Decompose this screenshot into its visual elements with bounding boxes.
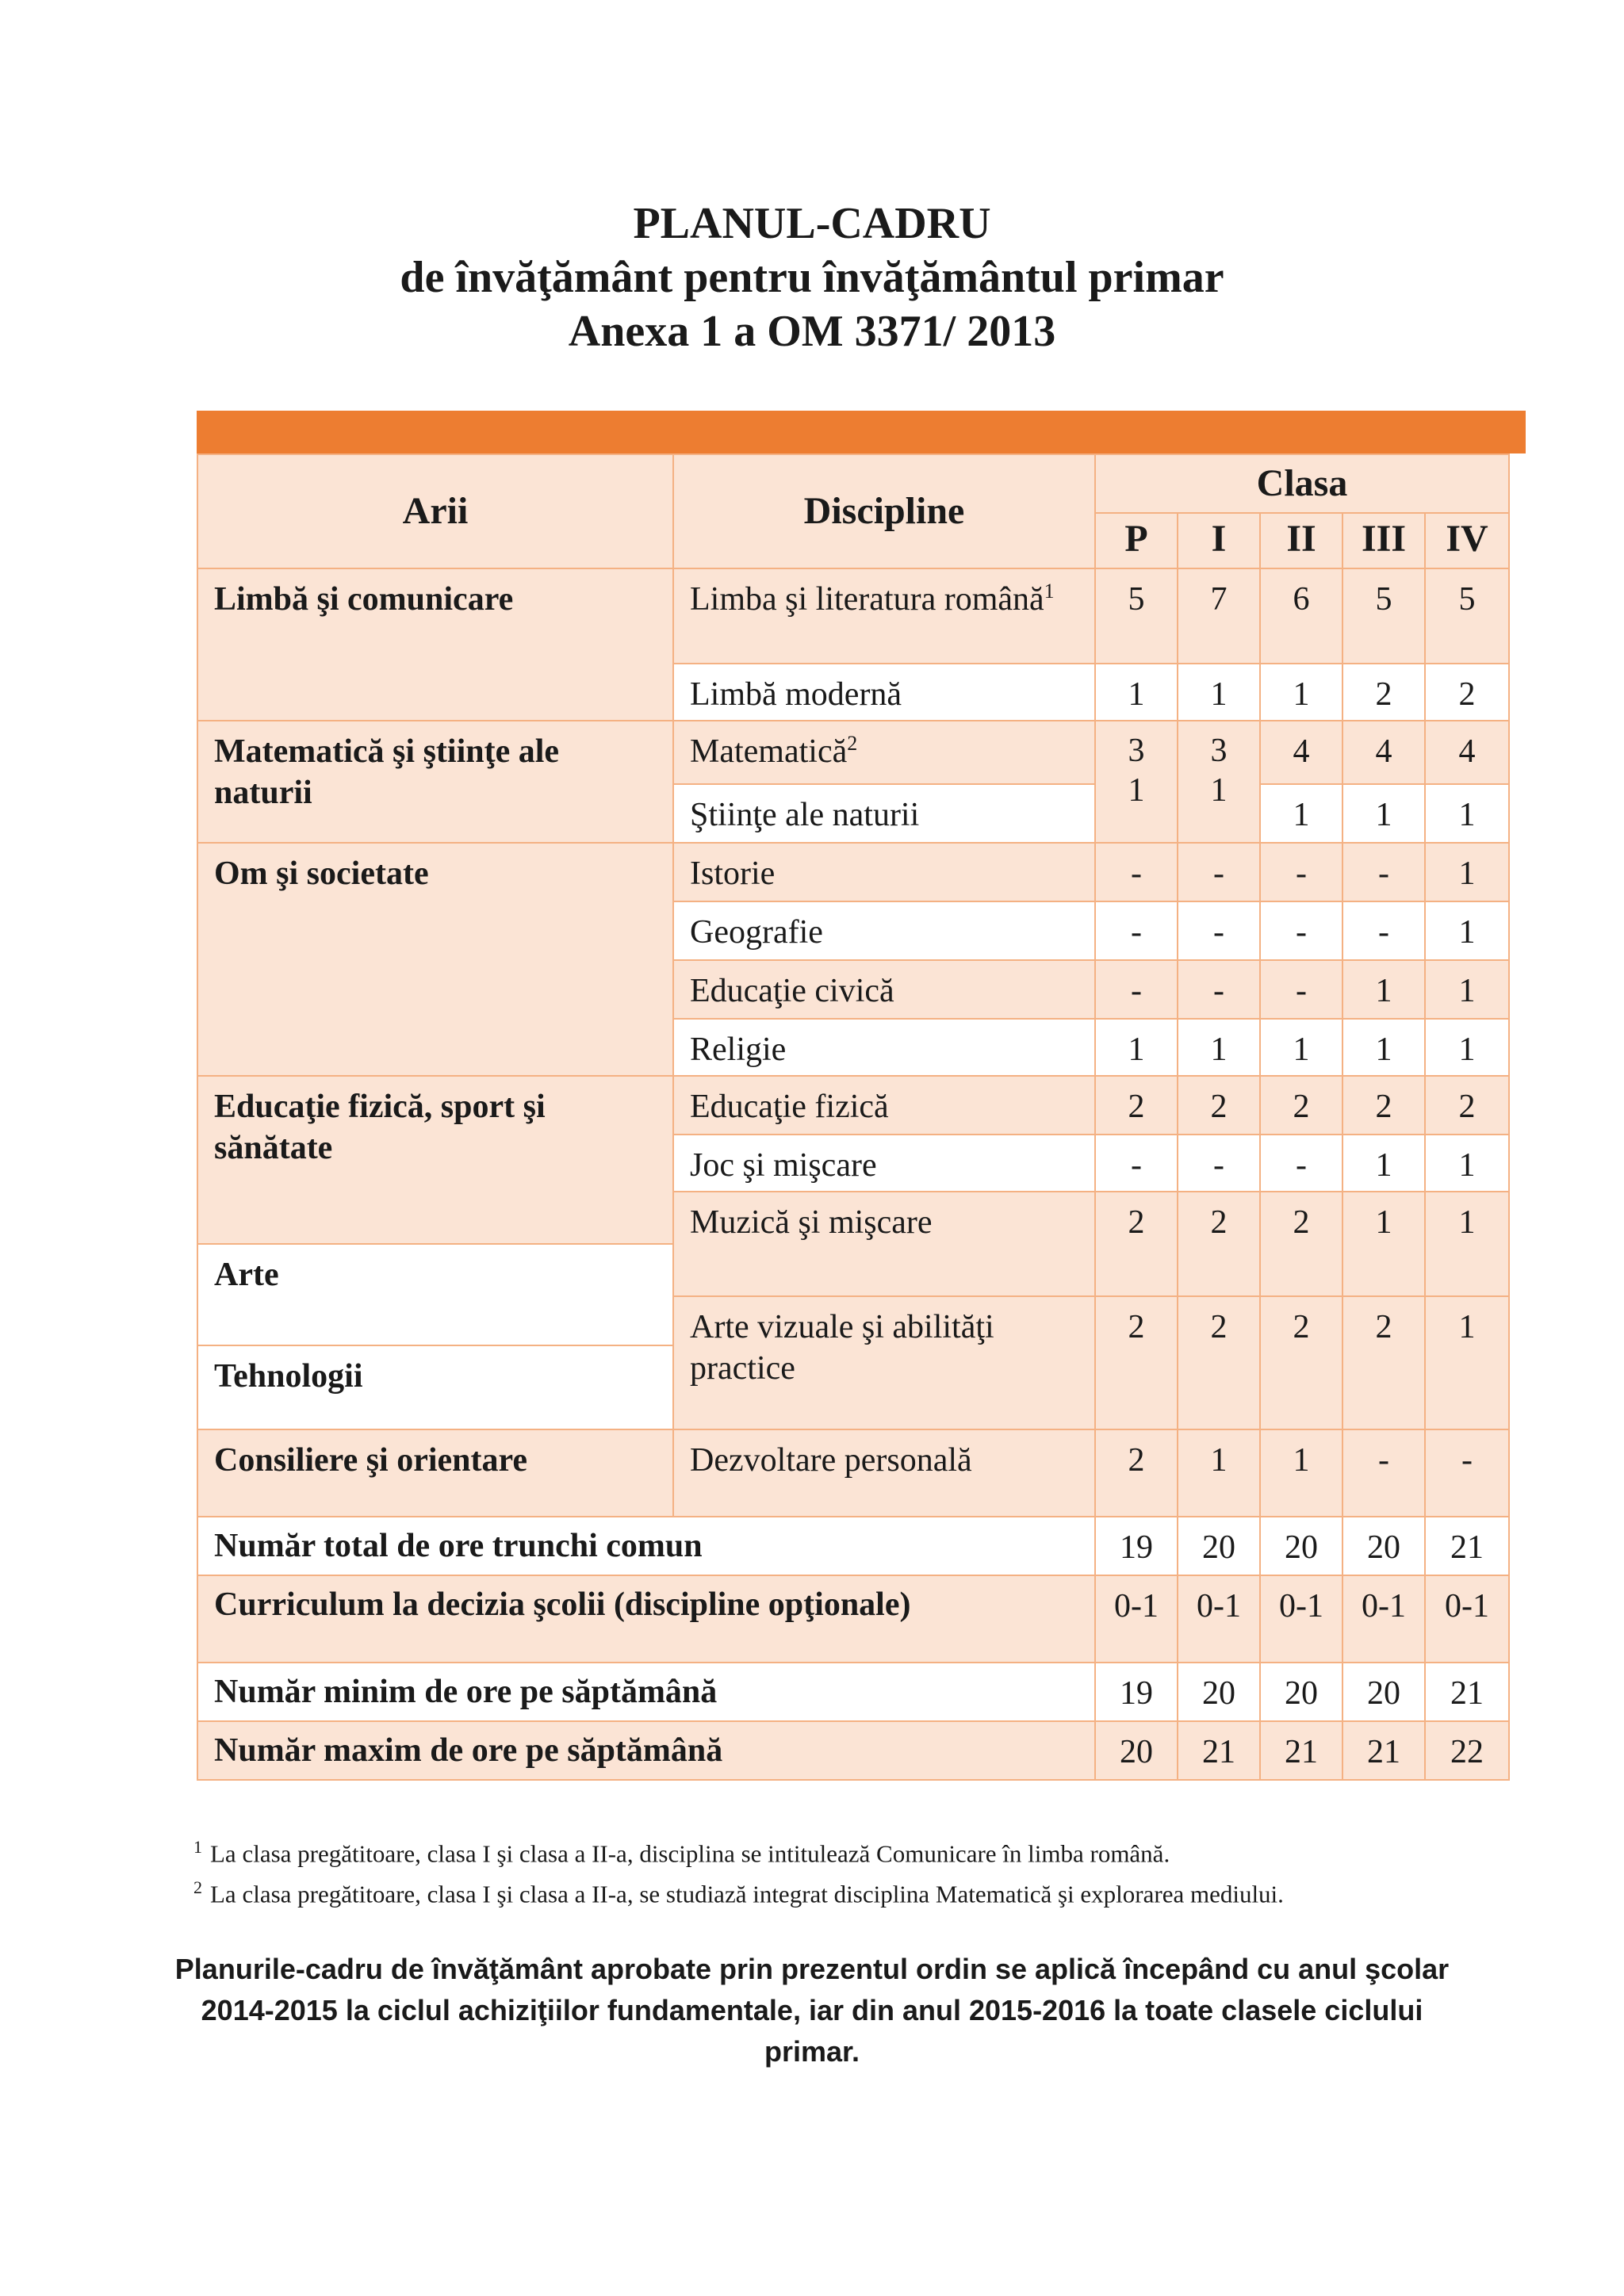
header-grade: IV: [1424, 512, 1510, 569]
area-consiliere: Consiliere şi orientare: [197, 1429, 674, 1517]
grade-value: 4: [1259, 720, 1343, 785]
grade-value-merged: 3 1: [1177, 720, 1261, 844]
closing-note: Planurile-cadru de învăţământ aprobate prin prezentul ordin se aplică începând cu anul şcolar 2014-2015 la ciclul achiziţiilor fundamentale, iar din anul 2015-2016 la toate clasele ciclului primar.: [174, 1953, 1450, 2068]
grade-value: 20: [1342, 1662, 1426, 1722]
grade-value: 20: [1177, 1516, 1261, 1576]
grade-value: -: [1259, 901, 1343, 961]
grade-value: 1: [1259, 1429, 1343, 1517]
grade-value: 19: [1094, 1516, 1178, 1576]
grade-value: 20: [1094, 1720, 1178, 1781]
grade-value: 0-1: [1259, 1575, 1343, 1663]
grade-value: 21: [1177, 1720, 1261, 1781]
grade-value: 1: [1342, 1191, 1426, 1297]
grade-value-merged: 3 1: [1094, 720, 1178, 844]
grade-value: -: [1177, 959, 1261, 1020]
area-matematica-stiinte: Matematică şi ştiinţe ale naturii: [197, 720, 674, 844]
grade-value: 1: [1259, 783, 1343, 844]
grade-value: 5: [1094, 568, 1178, 664]
grade-value: -: [1094, 1134, 1178, 1192]
area-educatie-fizica: Educaţie fizică, sport şi sănătate: [197, 1075, 674, 1245]
grade-value: 0-1: [1177, 1575, 1261, 1663]
summary-curriculum-optional: Curriculum la decizia şcolii (discipline opţionale): [197, 1575, 1096, 1663]
grade-value: 2: [1177, 1075, 1261, 1135]
grade-value: 21: [1424, 1662, 1510, 1722]
grade-value: 1: [1177, 1018, 1261, 1077]
grade-value: 1: [1424, 783, 1510, 844]
grade-value: 1: [1259, 663, 1343, 721]
discipline-stiinte-naturii: Ştiinţe ale naturii: [672, 783, 1096, 844]
discipline-educatie-civica: Educaţie civică: [672, 959, 1096, 1020]
grade-value: 2: [1094, 1295, 1178, 1430]
grade-value: 6: [1259, 568, 1343, 664]
grade-value: 1: [1424, 1018, 1510, 1077]
header-grade: III: [1342, 512, 1426, 569]
area-arte: Arte: [197, 1243, 674, 1346]
grade-value: 1: [1177, 663, 1261, 721]
grade-value: -: [1094, 901, 1178, 961]
grade-value: 1: [1342, 1018, 1426, 1077]
grade-value: 20: [1342, 1516, 1426, 1576]
discipline-educatie-fizica: Educaţie fizică: [672, 1075, 1096, 1135]
grade-value: -: [1177, 901, 1261, 961]
summary-maxim-ore: Număr maxim de ore pe săptămână: [197, 1720, 1096, 1781]
grade-value: 7: [1177, 568, 1261, 664]
grade-value: 2: [1094, 1429, 1178, 1517]
summary-minim-ore: Număr minim de ore pe săptămână: [197, 1662, 1096, 1722]
table-top-bar: [197, 411, 1526, 453]
grade-value: 1: [1259, 1018, 1343, 1077]
discipline-religie: Religie: [672, 1018, 1096, 1077]
document-subtitle: de învăţământ pentru învăţământul primar: [400, 253, 1224, 302]
header-arii: Arii: [197, 453, 674, 569]
grade-value: 21: [1259, 1720, 1343, 1781]
grade-value: 2: [1342, 1075, 1426, 1135]
grade-value: 0-1: [1094, 1575, 1178, 1663]
grade-value: 1: [1424, 1295, 1510, 1430]
grade-value: -: [1259, 959, 1343, 1020]
grade-value: 1: [1177, 1429, 1261, 1517]
header-discipline: Discipline: [672, 453, 1096, 569]
document-title: PLANUL-CADRU: [633, 199, 991, 248]
grade-value: 2: [1342, 1295, 1426, 1430]
grade-value: 20: [1259, 1516, 1343, 1576]
grade-value: 2: [1177, 1191, 1261, 1297]
discipline-istorie: Istorie: [672, 842, 1096, 902]
grade-value: 1: [1342, 1134, 1426, 1192]
grade-value: 20: [1177, 1662, 1261, 1722]
grade-value: 1: [1094, 663, 1178, 721]
footnote: $^2$ La clasa pregătitoare, clasa I şi clasa a II-a, se studiază integrat disciplina Matematică şi explorarea mediului.: [193, 1877, 1284, 1908]
discipline-matematica: Matematică$^2$: [672, 720, 1096, 785]
area-limba-comunicare: Limbă şi comunicare: [197, 568, 674, 721]
discipline-geografie: Geografie: [672, 901, 1096, 961]
grade-value: -: [1094, 842, 1178, 902]
discipline-muzica-miscare: Muzică şi mişcare: [672, 1191, 1096, 1297]
grade-value: 1: [1094, 1018, 1178, 1077]
header-clasa: Clasa: [1094, 453, 1510, 514]
area-tehnologii: Tehnologii: [197, 1345, 674, 1430]
footnote: $^1$ La clasa pregătitoare, clasa I şi clasa a II-a, disciplina se intitulează Comunicare în limba română.: [193, 1837, 1170, 1868]
grade-value: 2: [1424, 663, 1510, 721]
discipline-joc-miscare: Joc şi mişcare: [672, 1134, 1096, 1192]
grade-value: 2: [1177, 1295, 1261, 1430]
grade-value: 2: [1094, 1075, 1178, 1135]
discipline-dezvoltare-personala: Dezvoltare personală: [672, 1429, 1096, 1517]
grade-value: 2: [1259, 1191, 1343, 1297]
discipline-limba-romana: Limba şi literatura română$^1$: [672, 568, 1096, 664]
grade-value: 1: [1342, 783, 1426, 844]
grade-value: 1: [1424, 1134, 1510, 1192]
grade-value: 4: [1342, 720, 1426, 785]
grade-value: 0-1: [1424, 1575, 1510, 1663]
grade-value: 1: [1424, 959, 1510, 1020]
grade-value: 1: [1424, 842, 1510, 902]
grade-value: 4: [1424, 720, 1510, 785]
grade-value: -: [1094, 959, 1178, 1020]
grade-value: -: [1342, 901, 1426, 961]
grade-value: 2: [1342, 663, 1426, 721]
header-grade: I: [1177, 512, 1261, 569]
grade-value: -: [1424, 1429, 1510, 1517]
summary-total-ore: Număr total de ore trunchi comun: [197, 1516, 1096, 1576]
grade-value: 21: [1424, 1516, 1510, 1576]
grade-value: 1: [1424, 1191, 1510, 1297]
grade-value: -: [1259, 842, 1343, 902]
grade-value: 19: [1094, 1662, 1178, 1722]
grade-value: -: [1177, 1134, 1261, 1192]
area-om-societate: Om şi societate: [197, 842, 674, 1077]
discipline-limba-moderna: Limbă modernă: [672, 663, 1096, 721]
grade-value: -: [1177, 842, 1261, 902]
grade-value: 2: [1094, 1191, 1178, 1297]
grade-value: 20: [1259, 1662, 1343, 1722]
grade-value: 0-1: [1342, 1575, 1426, 1663]
grade-value: 2: [1259, 1075, 1343, 1135]
document-annex: Anexa 1 a OM 3371/ 2013: [568, 307, 1056, 356]
header-grade: P: [1094, 512, 1178, 569]
grade-value: 5: [1342, 568, 1426, 664]
header-grade: II: [1259, 512, 1343, 569]
grade-value: 1: [1342, 959, 1426, 1020]
grade-value: 2: [1424, 1075, 1510, 1135]
grade-value: 5: [1424, 568, 1510, 664]
discipline-arte-vizuale: Arte vizuale şi abilităţi practice: [672, 1295, 1096, 1430]
grade-value: -: [1342, 842, 1426, 902]
grade-value: -: [1342, 1429, 1426, 1517]
grade-value: 2: [1259, 1295, 1343, 1430]
grade-value: 22: [1424, 1720, 1510, 1781]
grade-value: -: [1259, 1134, 1343, 1192]
grade-value: 1: [1424, 901, 1510, 961]
grade-value: 21: [1342, 1720, 1426, 1781]
